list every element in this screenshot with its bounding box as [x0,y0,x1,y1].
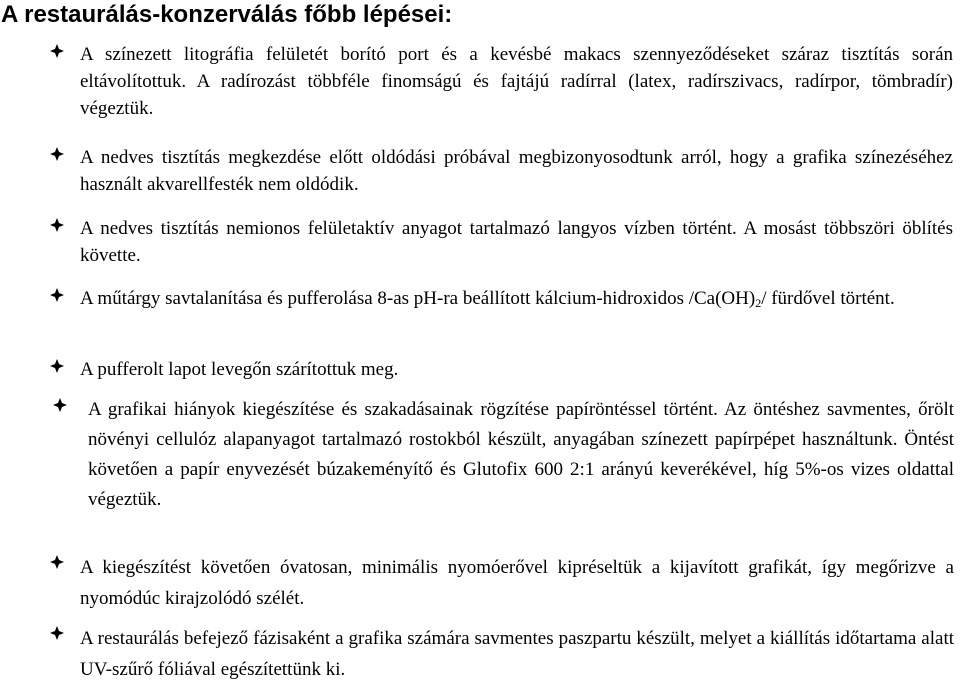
bullet-icon [50,44,64,58]
text-after-subscript: / fürdővel történt. [761,288,895,309]
bullet-icon [50,288,64,302]
bullet-icon [50,218,64,232]
list-item-text: A nedves tisztítás megkezdése előtt oldódási próbával megbizonyosodtunk arról, hogy a grafika színezéséhez használt akvarellfesték nem oldódik. [80,147,953,195]
list-item-text: A színezett litográfia felületét borító port és a kevésbé makacs szennyeződéseket száraz tisztítás során eltávolítottuk. A radírozást többféle finomságú és fajtájú radírral (latex, radírszivacs, radírpor, tömbradír) végeztük. [80,44,953,119]
bullet-icon [50,359,64,373]
text-before-subscript: A műtárgy savtalanítása és pufferolása 8-as pH-ra beállított kálcium-hidroxidos /Ca(OH) [80,288,756,309]
bullet-icon [50,555,64,569]
bullet-icon [50,147,64,161]
list-item-text: A nedves tisztítás nemionos felületaktív anyagot tartalmazó langyos vízben történt. A mosást többszöri öblítés követte. [80,218,953,266]
bullet-icon [53,398,67,412]
page-title: A restaurálás-konzerválás főbb lépései: [1,1,453,28]
bullet-icon [50,626,64,640]
list-item-text: A grafikai hiányok kiegészítése és szakadásainak rögzítése papíröntéssel történt. Az öntéshez savmentes, őrölt növényi cellulóz alapanyagot tartalmazó rostokból készült, anyagában színezett papírpépet használtunk. Öntést követően a papír enyvezését búzakeményítő és Glutofix 600 2:1 arányú keverékével, híg 5%-os vizes oldattal végeztük. [88,399,954,510]
list-item-text: A kiegészítést követően óvatosan, minimális nyomóerővel kipréseltük a kijavított grafikát, így megőrizve a nyomódúc kirajzolódó szélét. [80,557,954,609]
list-item-text [80,285,953,312]
list-item-text: A pufferolt lapot levegőn szárítottuk meg. [80,359,399,380]
subscript: 2 [755,296,762,310]
list-item-text: A restaurálás befejező fázisaként a grafika számára savmentes paszpartu készült, melyet a kiállítás időtartama alatt UV-szűrő fóliával egészítettünk ki. [80,628,954,680]
